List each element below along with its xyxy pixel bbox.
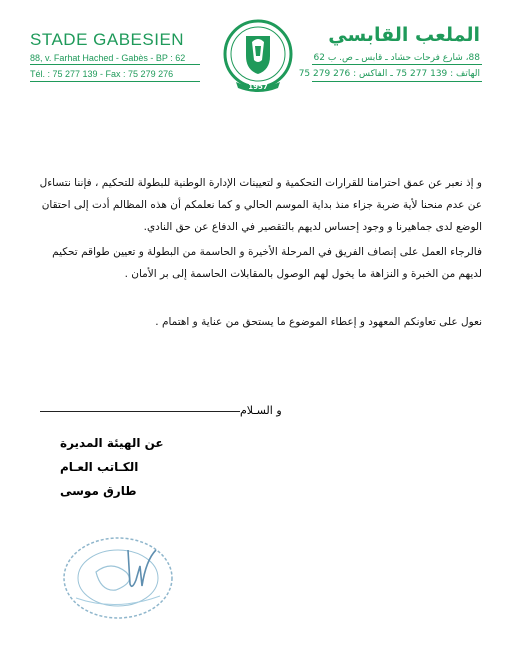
letter-paragraph-2: فالرجاء العمل على إنصاف الفريق في المرحلة الأخيرة و الحاسمة من البطولة و تعيين طواقم تحكيم لديهم من الخبرة و النزاهة ما يخول لهم الوصول بالمقابلات الحاسمة إلى بر الأمان .	[52, 246, 482, 280]
signature-line-1: عن الهيئة المديرة	[60, 436, 164, 450]
contact-french: Tél. : 75 277 139 - Fax : 75 279 276	[30, 69, 174, 79]
header-divider-left-2	[30, 81, 200, 82]
salutation-line	[40, 411, 240, 412]
club-name-french: STADE GABESIEN	[30, 30, 185, 49]
contact-arabic: الهاتف : 139 277 75 ـ الفاكس : 276 279 75	[298, 69, 480, 79]
letter-paragraph-1: و إذ نعبر عن عمق احترامنا للقرارات التحكمية و لتعيينات الإدارة الوطنية للبطولة للتحكيم ، فإننا نتساءل عن عدم منحنا لأية ضربة جزاء منذ بداية الموسم الحالي و كما نعلمكم أن هذه المظالم أدت إلى احتقان الوضع لدى جماهيرنا و وجود إحساس لديهم بالتقصير في الدفاع عن حق النادي.	[39, 177, 482, 233]
header-divider-right-2	[312, 81, 482, 82]
header-divider-right-1	[312, 64, 482, 65]
salutation: و السـلام	[240, 404, 282, 417]
signature-line-2: الكـاتب العـام	[60, 460, 139, 474]
club-name-arabic: الملعب القابسي	[328, 24, 480, 46]
address-arabic: 88، شارع فرحات حشاد ـ قابس ـ ص. ب 62	[313, 53, 480, 63]
signature-line-3: طارق موسى	[60, 484, 137, 498]
official-stamp-and-signature	[56, 520, 196, 630]
club-logo	[222, 16, 294, 96]
logo-year: 1957	[248, 83, 268, 91]
address-french: 88, v. Farhat Hached - Gabès - BP : 62	[30, 53, 186, 63]
header-divider-left-1	[30, 64, 200, 65]
letter-paragraph-3: نعول على تعاونكم المعهود و إعطاء الموضوع ما يستحق من عناية و اهتمام .	[155, 316, 482, 328]
